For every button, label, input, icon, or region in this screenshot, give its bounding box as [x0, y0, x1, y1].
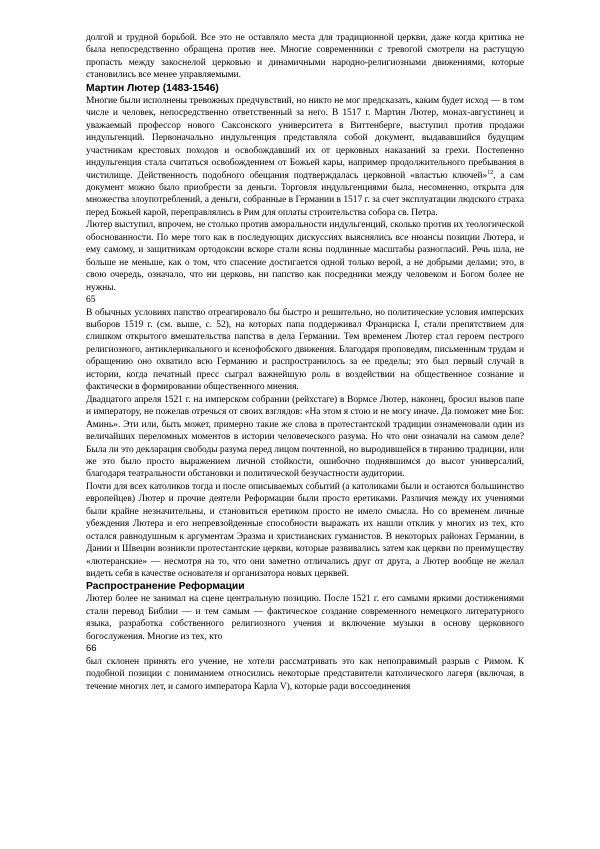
paragraph-luther-theology: Лютер выступил, впрочем, не столько против аморальности индульгенций, сколько против их теологической обоснованности. По мере того как в последующих дискуссиях выяснялись все нюансы позиции Лютера, и ему самому, и защитникам ортодоксии вскоре стали ясны подлинные масштабы разногласий. Речь шла, не больше не меньше, как о том, что спасение достигается одной только верой, а не добрыми делами; это, в свою очередь, означало, что ни церковь, ни папство как посредники между человеком и Богом более не нужны. [86, 220, 524, 293]
paragraph-spread: Лютер более не занимал на сцене центральную позицию. После 1521 г. его самыми яркими достижениями стали перевод Библии — и тем самым — фактическое создание современного немецкого литературного языка, разработка собственного религиозного учения и включение музыки в основу церковного богослужения. Многие из тех, кто [86, 594, 524, 642]
section-heading-spread: Распространение Реформации [86, 581, 245, 593]
paragraph-luther-indulgences-part2: , а сам документ можно было приобрести за деньги. Торговля индульгенциями была, несомненно, открыта для множества злоупотреблений, а деньги, собранные в Германии в 1517 г. за счет эксплуатации людского страха перед Божьей карой, переправлялись в Рим для оплаты строительства собора св. Петра. [86, 170, 525, 218]
paragraph-catholics: Почти для всех католиков тогда и после описываемых событий (а католиками были и остаются большинство европейцев) Лютер и прочие деятели Реформации были просто еретиками. Различия между их учениями были крайне незначительны, и становиться еретиком просто не имело смысла. Но со временем личные убеждения Лютера и его непревзойденные способности выражать их нашли отклик у многих из тех, кто остался равнодушным к аргументам Эразма и христианских гуманистов. В некоторых районах Германии, в Дании и Швеции возникли протестантские церкви, которые развивались затем как церкви по преимуществу «лютеранские» — несмотря на то, что они заметно отличались друг от друга, а Лютер вообще не желал видеть себя в качестве основателя и организатора новых церквей. [86, 481, 524, 580]
paragraph-final: был склонен принять его учение, не хотели рассматривать это как непоправимый разрыв с Римом. К подобной позиции с пониманием относились некоторые представители католического лагеря (включая, в течение многих лет, и самого императора Карла V), которые ради воссоединения [86, 656, 524, 692]
page-number-66: 66 [86, 643, 97, 655]
paragraph-worms: Двадцатого апреля 1521 г. на имперском собрании (рейхстаге) в Вормсе Лютер, наконец, бросил вызов папе и императору, не пожелав отречься от своих взглядов: «На этом я стою и не могу иначе. Да поможет мне Бог. Аминь». Эти или, быть может, примерно такие же слова в протестантской традиции ознаменовали один из величайших переломных моментов в истории человеческого разума. Но что они означали на самом деле? Была ли это декларация свободы разума перед лицом почтенной, но выродившейся в тиранию традиции, или же это было просто выражением личной стойкости, ошибочно поднявшимся до высот универсалий, благодаря театральности обстановки и политической безучастности аудитории. [86, 394, 524, 480]
paragraph-papacy: В обычных условиях папство отреагировало бы быстро и решительно, но политические условия имперских выборов 1519 г. (см. выше, с. 52), на которых папа поддерживал Франциска I, стали препятствием для слишком открытого вмешательства папства в дела Германии. Тем временем Лютер стал героем пестрого религиозного, антиклерикального и ксенофобского движения. Благодаря проповедям, письменным трудам и обращению оно охватило всю Германию и распространилось за ее пределы; это был первый случай в истории, когда печатный пресс сыграл важнейшую роль в воздействии на общественное сознание и фактически в формировании общественного мнения. [86, 307, 524, 393]
document-page [86, 32, 524, 693]
paragraph-luther-indulgences [86, 95, 524, 220]
paragraph-luther-indulgences-part1: Многие были исполнены тревожных предчувствий, но никто не мог предсказать, каким будет исход — в том числе и человек, непосредственно ответственный за него. В 1517 г. Мартин Лютер, монах-августинец и уважаемый профессор нового Саксонского университета в Виттенберге, выступил против продажи индульгенций. Первоначально индульгенция представляла собой документ, выдававшийся будущим участникам крестовых походов и освобождавший их от церковных наказаний за грехи. Постепенно индульгенция стала считаться освобождением от Божьей кары, например продолжительного пребывания в чистилище. Действенность подобного обещания подтверждалась церковной «властью ключей» [86, 95, 524, 181]
section-heading-luther: Мартин Лютер (1483-1546) [86, 82, 219, 94]
page-number-65: 65 [86, 295, 96, 306]
footnote-reference[interactable]: 12 [487, 169, 494, 176]
paragraph-intro: долгой и трудной борьбой. Все это не оставляло места для традиционной церкви, даже когда критика не была непосредственно обращена против нее. Многие современники с тревогой смотрели на растущую пропасть между закоснелой церковью и динамичными народно-религиозными движениями, которые становились все менее управляемыми. [86, 33, 524, 81]
